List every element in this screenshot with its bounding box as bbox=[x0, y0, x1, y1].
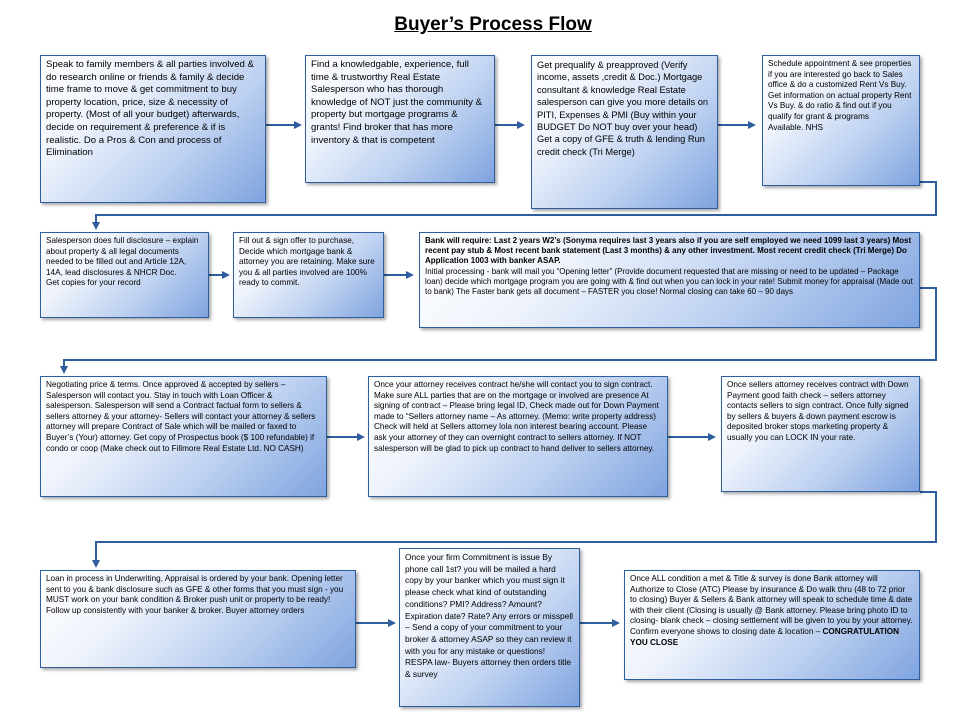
step-13-closing bbox=[624, 570, 920, 680]
step-7-bank-requirements bbox=[419, 232, 920, 328]
step-5-text: Salesperson does full disclosure – explain about property & all legal documents needed to be filled out and Article 12A, 14A, lead disclosures & NHCR Doc. Get copies for your record bbox=[46, 236, 199, 288]
step-10-sellers-attorney bbox=[721, 376, 920, 492]
step-12-text: Once your firm Commitment is issue By phone call 1st? you will be mailed a hard copy by your banker which you must sign it please check what kind of outstanding conditions? PMI? Address? Amount? Expiration date? Rate? Any errors or misspell – Send a copy of your commitment to your broker & attorney ASAP so they can review it with you for any mistake or questions! RESPA law- Buyers attorney then orders title & survey bbox=[405, 552, 574, 680]
step-7-bold-text: Bank will require: Last 2 years W2’s (Sonyma requires last 3 years also if you are self employed we need 1099 last 3 years) Most recent pay stub & Most recent bank statement (Last 3 months) & any other investment. Most recent credit check (Tri Merge) Do Application 1003 with banker ASAP. bbox=[425, 236, 912, 266]
step-2-text: Find a knowledgable, experience, full time & trustworthy Real Estate Salesperson who has thorough knowledge of NOT just the community & property but mortgage programs & grants! Find broker that has more inventory & that is competent bbox=[311, 59, 482, 146]
step-6-text: Fill out & sign offer to purchase, Decide which mortgage bank & attorney you are retaining. Make sure you & all parties involved are 100% ready to commit. bbox=[239, 236, 375, 288]
step-3-text: Get prequalify & preapproved (Verify income, assets ,credit & Doc.) Mortgage consultant & knowledge Real Estate salesperson can give you more details on PITI, Expenses & PMI (Buy within your BUDGET Do NOT buy over your head) Get a copy of GFE & truth & lending Run credit check (Tri Merge) bbox=[537, 60, 709, 157]
step-4-schedule-appointment bbox=[762, 55, 920, 186]
step-10-text: Once sellers attorney receives contract with Down Payment good faith check – sellers attorney contacts sellers to sign contract. Once fully signed by sellers & buyers & down payment escrow is deposited broker stops marketing property & usually you can LOCK IN your rate. bbox=[727, 380, 909, 442]
step-5-disclosure bbox=[40, 232, 209, 318]
step-13-text: Once ALL condition a met & Title & survey is done Bank attorney will Authorize to Close (ATC) Please by insurance & Do walk thru (48 to 72 prior to closing) Buyer & Sellers & Bank attorney will speak to schedule time & date with their client (Closing is usually @ Bank attorney. Please bring photo ID to closing- blank check – closing settlement will be given to you by your attorney. Confirm everyone shows to closing date & location – bbox=[630, 574, 913, 636]
step-9-text: Once your attorney receives contract he/she will contact you to sign contract. Make sure ALL parties that are on the mortgage or involved are presence At signing of contract – Please bring legal ID, Check made out for Down Payment made to “Sellers attorney name – As attorney. (Memo: write property address) Check will held at Sellers attorney lola non interest bearing account. Please ask your attorney of they can overnight contract to sellers attorney. If NOT salesperson will be glad to pick up contract to hand deliver to sellers attorney. bbox=[374, 380, 659, 453]
step-8-text: Negotiating price & terms. Once approved & accepted by sellers – Salesperson will contact you. Stay in touch with Loan Officer & salesperson. Salesperson will send a Contract factual form to sellers & sellers attorney & your attorney- Sellers will contact your attorney & sellers attorney will prepare Contract of Sale which will be mailed or faxed to Buyer’s (Your) attorney. Get copy of Prospectus book ($ 100 refundable) if condo or coop (Make check out to Fillmore Real Estate Ltd. NO CASH) bbox=[46, 380, 316, 453]
step-8-negotiating-price bbox=[40, 376, 327, 497]
step-2-find-salesperson bbox=[305, 55, 495, 183]
step-1-text: Speak to family members & all parties involved & do research online or friends & family & decide time frame to move & get commitment to buy property location, price, size & necessity of property. (Most of all your budget) afterwards, decide on requirement & preference & if is realistic. Do a Pros & Con and process of Elimination bbox=[46, 59, 254, 159]
step-12-firm-commitment bbox=[399, 548, 580, 707]
step-9-attorney-contract bbox=[368, 376, 668, 497]
step-3-prequalify bbox=[531, 55, 718, 209]
step-7-text: Initial processing - bank will mail you “Opening letter” (Provide document requested that are missing or need to be updated – Package loan) decide which mortgage program you are going with & find out when you can lock in your rate! Submit money for appraisal (Made out to bank) The Faster bank gets all document – FASTER you close! Normal closing can take 60 – 90 days bbox=[425, 266, 913, 297]
step-11-text: Loan in process in Underwriting, Appraisal is ordered by your bank. Opening letter sent to you & bank disclosure such as GFE & other forms that you must sign - you MUST work on your bank condition & Broker push unit or property to be ready! Follow up consistently with your banker & broker. Buyer attorney orders bbox=[46, 574, 344, 615]
step-13-bold-text: CONGRATULATION YOU CLOSE bbox=[630, 626, 900, 647]
step-1-research bbox=[40, 55, 266, 203]
page-title: Buyer’s Process Flow bbox=[394, 14, 592, 35]
step-4-text: Schedule appointment & see properties if you are interested go back to Sales office & do a customized Rent Vs Buy. Get information on actual property Rent Vs Buy. & do ratio & find out if you qualify for grant & programs Available. NHS bbox=[768, 59, 912, 132]
step-6-offer-to-purchase bbox=[233, 232, 384, 318]
step-11-underwriting bbox=[40, 570, 356, 668]
